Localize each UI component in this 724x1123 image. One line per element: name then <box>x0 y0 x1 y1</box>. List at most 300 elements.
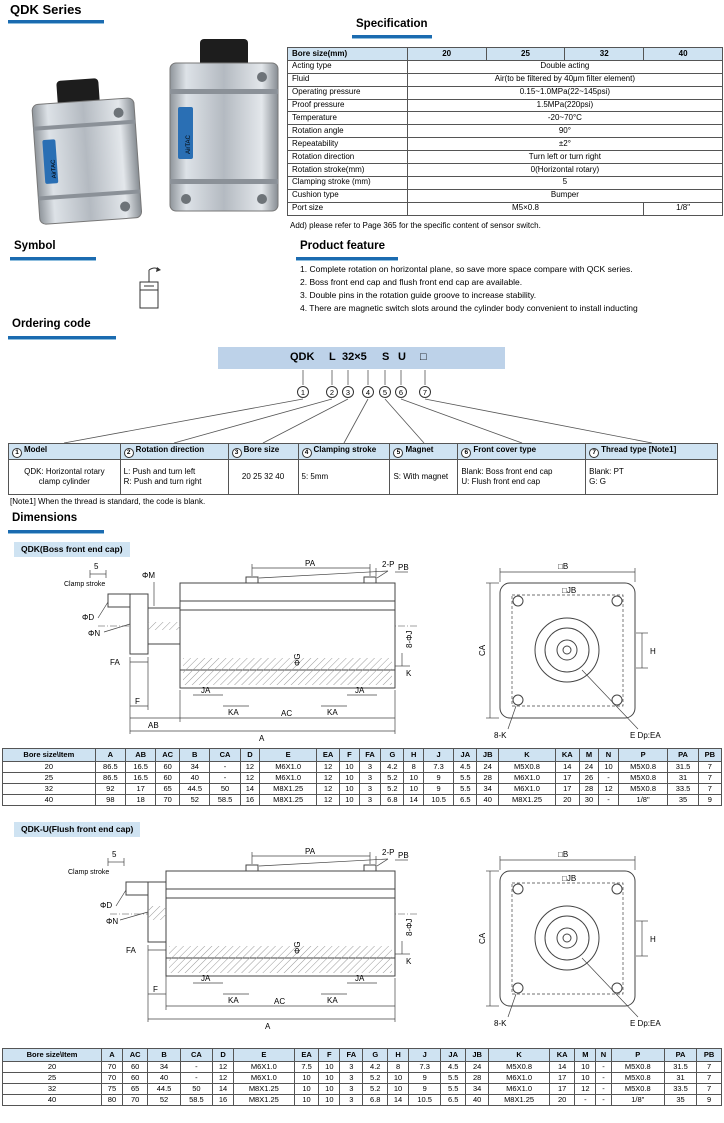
ordering-cell-thread <box>586 460 718 495</box>
header-label: Magnet <box>405 445 434 454</box>
dim-label-ja-right: JA <box>355 974 365 983</box>
table-cell: 7.3 <box>408 1062 440 1073</box>
title-underline <box>8 20 104 23</box>
table-cell: 34 <box>466 1084 489 1095</box>
spec-label: Proof pressure <box>288 99 408 112</box>
table-cell: - <box>210 762 240 773</box>
cell-line: Blank: PT <box>589 467 624 477</box>
spec-value: 1.5MPa(220psi) <box>407 99 722 112</box>
column-header: PB <box>698 749 721 762</box>
table-cell: 12 <box>213 1073 234 1084</box>
column-header: Bore size\Item <box>3 1049 102 1062</box>
table-cell: 10 <box>340 795 360 806</box>
dim-label-ka-right: KA <box>327 708 338 717</box>
table-cell: M5X0.8 <box>489 1062 550 1073</box>
table-cell: 10 <box>319 1084 340 1095</box>
header-label: Model <box>24 445 48 454</box>
brand-sticker-right: AirTAC <box>186 135 192 154</box>
spec-row-port-size <box>288 202 723 215</box>
ordering-cell-cover <box>458 460 586 495</box>
specification-heading: Specification <box>356 18 428 30</box>
spec-row <box>288 138 723 151</box>
column-header: N <box>596 1049 611 1062</box>
column-header: 32 <box>565 48 644 61</box>
dim-label-clamp-stroke: Clamp stroke <box>64 581 106 588</box>
table-cell: 14 <box>555 762 579 773</box>
table-cell: 6.5 <box>441 1095 466 1106</box>
code-circle-7: 7 <box>419 386 431 398</box>
table-cell: 3 <box>359 795 381 806</box>
table-cell: 9 <box>408 1084 440 1095</box>
column-header <box>120 444 228 460</box>
table-cell: 10 <box>340 773 360 784</box>
table-cell: 4.2 <box>363 1062 388 1073</box>
table-cell: 98 <box>95 795 125 806</box>
boss-caption: QDK(Boss front end cap) <box>14 542 130 557</box>
ordering-connector-lines <box>0 369 724 444</box>
column-header: AC <box>122 1049 147 1062</box>
column-header: H <box>388 1049 409 1062</box>
column-header <box>586 444 718 460</box>
table-cell: 65 <box>122 1084 147 1095</box>
column-header: F <box>340 749 360 762</box>
table-cell: M6X1.0 <box>499 784 556 795</box>
code-circle-2: 2 <box>326 386 338 398</box>
column-header: EA <box>317 749 340 762</box>
table-cell: 10.5 <box>423 795 453 806</box>
table-cell: 14 <box>388 1095 409 1106</box>
spec-value: 90° <box>407 125 722 138</box>
table-cell: 4.5 <box>454 762 477 773</box>
spec-header-row <box>288 48 723 61</box>
ordering-cell-stroke <box>298 460 390 495</box>
boss-end-view <box>478 562 661 740</box>
column-header: 20 <box>407 48 486 61</box>
table-cell: 25 <box>3 773 96 784</box>
table-row <box>3 762 722 773</box>
column-header: PA <box>668 749 698 762</box>
column-header: KA <box>555 749 579 762</box>
table-cell: 75 <box>102 1084 123 1095</box>
cell-line: QDK: Horizontal rotary <box>24 467 105 477</box>
dim-label-square-jb: □JB <box>562 874 577 883</box>
table-cell: 6.8 <box>363 1095 388 1106</box>
table-cell: 40 <box>3 795 96 806</box>
spec-value: ±2° <box>407 138 722 151</box>
table-cell: 40 <box>477 795 499 806</box>
column-header: D <box>240 749 260 762</box>
table-row <box>3 1084 722 1095</box>
ordering-cell-magnet <box>390 460 458 495</box>
table-cell: M8X1.25 <box>499 795 556 806</box>
ordering-cell-rotation <box>120 460 228 495</box>
table-cell: 31 <box>664 1073 696 1084</box>
table-cell: 7.3 <box>423 762 453 773</box>
table-cell: 12 <box>240 762 260 773</box>
table-cell: 60 <box>122 1062 147 1073</box>
dim-header-row <box>3 749 722 762</box>
header-circle: 6 <box>461 448 471 458</box>
table-cell: 24 <box>477 762 499 773</box>
column-header: E <box>233 1049 294 1062</box>
dim-label-pb: PB <box>398 851 409 860</box>
column-header: P <box>611 1049 664 1062</box>
dim-label-8phij: 8-ΦJ <box>405 918 414 936</box>
table-cell: 17 <box>549 1084 574 1095</box>
column-header: Bore size\Item <box>3 749 96 762</box>
dim-label-ca: CA <box>478 644 487 656</box>
spec-row <box>288 151 723 164</box>
table-cell: M6X1.0 <box>233 1073 294 1084</box>
table-row <box>3 1062 722 1073</box>
table-cell: 16.5 <box>125 773 155 784</box>
table-cell: 86.5 <box>95 762 125 773</box>
table-cell: 25 <box>3 1073 102 1084</box>
table-cell: 60 <box>156 773 180 784</box>
feature-item: 4. There are magnetic switch slots around the cylinder body convenient to install inducting <box>300 303 638 313</box>
column-header <box>9 444 121 460</box>
dim-label-ac: AC <box>281 709 293 718</box>
table-row <box>3 795 722 806</box>
dim-label-square-b: □B <box>558 850 569 859</box>
dim-label-pa: PA <box>305 559 316 568</box>
table-cell: - <box>180 1073 212 1084</box>
table-cell: 20 <box>3 762 96 773</box>
table-cell: 12 <box>317 795 340 806</box>
table-cell: 40 <box>466 1095 489 1106</box>
table-cell: M5X0.8 <box>618 784 668 795</box>
table-row <box>3 1073 722 1084</box>
spec-row <box>288 112 723 125</box>
spec-row <box>288 189 723 202</box>
table-cell: - <box>599 795 619 806</box>
table-cell: 14 <box>549 1062 574 1073</box>
dim-label-phi-g: ΦG <box>293 653 302 666</box>
table-cell: 5.5 <box>441 1073 466 1084</box>
dim-label-ka-left: KA <box>228 996 239 1005</box>
table-cell: 12 <box>599 784 619 795</box>
spec-value: 1/8" <box>644 202 723 215</box>
table-cell: M6X1.0 <box>233 1062 294 1073</box>
table-cell: 70 <box>156 795 180 806</box>
dim-label-h: H <box>650 647 656 656</box>
table-cell: M8X1.25 <box>260 784 317 795</box>
specification-table <box>287 47 723 216</box>
dim-label-clamp5: 5 <box>94 562 99 571</box>
table-cell: 3 <box>359 784 381 795</box>
column-header: AB <box>125 749 155 762</box>
spec-row <box>288 73 723 86</box>
dim-label-phi-g: ΦG <box>293 941 302 954</box>
spec-value: M5×0.8 <box>407 202 643 215</box>
spec-value: Double acting <box>407 60 722 73</box>
column-header: K <box>499 749 556 762</box>
dim-label-k: K <box>406 669 412 678</box>
table-cell: 18 <box>125 795 155 806</box>
column-header: N <box>599 749 619 762</box>
table-cell: - <box>180 1062 212 1073</box>
column-header: M <box>575 1049 596 1062</box>
table-cell: 3 <box>359 762 381 773</box>
brand-sticker-left: AirTAC <box>50 159 58 179</box>
column-header: PB <box>697 1049 722 1062</box>
spec-label: Temperature <box>288 112 408 125</box>
table-cell: 35 <box>664 1095 696 1106</box>
spec-label: Fluid <box>288 73 408 86</box>
header-circle: 5 <box>393 448 403 458</box>
table-cell: 14 <box>213 1084 234 1095</box>
dim-label-phi-d: ΦD <box>100 901 113 910</box>
table-cell: 16.5 <box>125 762 155 773</box>
column-header: FA <box>359 749 381 762</box>
dim-label-phi-m: ΦM <box>142 571 156 580</box>
table-cell: 10 <box>294 1084 319 1095</box>
table-cell: 9 <box>697 1095 722 1106</box>
table-cell: 30 <box>579 795 599 806</box>
column-header <box>390 444 458 460</box>
table-cell: - <box>596 1062 611 1073</box>
cell-line: G: G <box>589 477 607 487</box>
ordering-cell-bore <box>228 460 298 495</box>
flush-caption: QDK-U(Flush front end cap) <box>14 822 140 837</box>
table-cell: 50 <box>210 784 240 795</box>
column-header: KA <box>549 1049 574 1062</box>
dim-label-clamp5: 5 <box>112 850 117 859</box>
column-header: JB <box>477 749 499 762</box>
spec-label: Rotation direction <box>288 151 408 164</box>
table-cell: 7 <box>698 773 721 784</box>
table-cell: 7 <box>698 784 721 795</box>
spec-value: 0(Horizontal rotary) <box>407 164 722 177</box>
table-cell: - <box>575 1095 596 1106</box>
column-header: 40 <box>644 48 723 61</box>
cell-line: clamp cylinder <box>38 477 90 487</box>
spec-label: Clamping stroke (mm) <box>288 176 408 189</box>
table-cell: 12 <box>317 784 340 795</box>
table-cell: 65 <box>156 784 180 795</box>
feature-item: 2. Boss front end cap and flush front end cap are available. <box>300 277 523 287</box>
table-cell: 4.2 <box>381 762 404 773</box>
table-cell: 12 <box>240 773 260 784</box>
table-cell: 8 <box>388 1062 409 1073</box>
spec-value: -20~70°C <box>407 112 722 125</box>
table-cell: 7.5 <box>294 1062 319 1073</box>
table-cell: M8X1.25 <box>489 1095 550 1106</box>
table-cell: - <box>599 773 619 784</box>
code-part-magnet: S <box>382 351 390 363</box>
ordering-body-row <box>9 460 718 495</box>
table-cell: 1/8" <box>611 1095 664 1106</box>
table-cell: 17 <box>125 784 155 795</box>
table-cell: M6X1.0 <box>489 1073 550 1084</box>
table-cell: M8X1.25 <box>260 795 317 806</box>
ordering-code-heading: Ordering code <box>12 318 91 330</box>
table-cell: 14 <box>240 784 260 795</box>
table-cell: 9 <box>423 784 453 795</box>
dim-label-phi-d: ΦD <box>82 613 95 622</box>
table-cell: 70 <box>122 1095 147 1106</box>
dim-label-h: H <box>650 935 656 944</box>
column-header: B <box>148 1049 180 1062</box>
spec-row <box>288 164 723 177</box>
header-label: Rotation direction <box>135 445 205 454</box>
table-cell: 70 <box>102 1062 123 1073</box>
table-cell: 8 <box>404 762 424 773</box>
table-cell: 52 <box>148 1095 180 1106</box>
table-cell: 5.2 <box>363 1084 388 1095</box>
ordering-header-row <box>9 444 718 460</box>
cell-line: Blank: Boss front end cap <box>461 467 553 477</box>
table-cell: 7 <box>697 1073 722 1084</box>
table-row <box>3 773 722 784</box>
table-cell: 10 <box>599 762 619 773</box>
spec-note: Add) please refer to Page 365 for the specific content of sensor switch. <box>290 221 541 230</box>
table-cell: 10 <box>319 1095 340 1106</box>
column-header: A <box>102 1049 123 1062</box>
table-cell: 10 <box>319 1062 340 1073</box>
column-header: G <box>381 749 404 762</box>
header-circle: 3 <box>232 448 242 458</box>
table-cell: 5.5 <box>441 1084 466 1095</box>
cell-line: R: Push and turn right <box>123 477 202 487</box>
dim-label-fa: FA <box>126 946 136 955</box>
feature-list <box>300 263 724 315</box>
column-header: A <box>95 749 125 762</box>
table-cell: 52 <box>180 795 210 806</box>
header-circle: 1 <box>12 448 22 458</box>
column-header <box>228 444 298 460</box>
spec-row <box>288 125 723 138</box>
table-cell: 92 <box>95 784 125 795</box>
table-cell: 31 <box>668 773 698 784</box>
column-header: D <box>213 1049 234 1062</box>
table-cell: 10.5 <box>408 1095 440 1106</box>
table-cell: 3 <box>340 1073 363 1084</box>
spec-row <box>288 86 723 99</box>
dim-header-row <box>3 1049 722 1062</box>
table-cell: 5.5 <box>454 784 477 795</box>
cell-line: L: Push and turn left <box>123 467 196 477</box>
column-header: B <box>180 749 210 762</box>
column-header: PA <box>664 1049 696 1062</box>
table-cell: 16 <box>240 795 260 806</box>
table-cell: 6.8 <box>381 795 404 806</box>
column-header: EA <box>294 1049 319 1062</box>
table-cell: 14 <box>404 795 424 806</box>
table-cell: M5X0.8 <box>618 773 668 784</box>
table-row <box>3 1095 722 1106</box>
column-header: H <box>404 749 424 762</box>
code-circle-3: 3 <box>342 386 354 398</box>
column-header: E <box>260 749 317 762</box>
column-header: P <box>618 749 668 762</box>
table-cell: 20 <box>549 1095 574 1106</box>
column-header: K <box>489 1049 550 1062</box>
table-cell: 3 <box>340 1095 363 1106</box>
table-cell: 3 <box>340 1084 363 1095</box>
product-feature-underline <box>296 257 398 260</box>
table-cell: 7 <box>697 1084 722 1095</box>
flush-end-view <box>478 850 661 1028</box>
table-cell: 10 <box>404 784 424 795</box>
spec-label: Operating pressure <box>288 86 408 99</box>
spec-value: Bumper <box>407 189 722 202</box>
spec-value: 0.15~1.0MPa(22~145psi) <box>407 86 722 99</box>
product-feature-heading: Product feature <box>300 240 385 252</box>
code-part-cover: U <box>398 351 406 363</box>
table-cell: 12 <box>317 762 340 773</box>
dim-label-square-jb: □JB <box>562 586 577 595</box>
spec-value: Air(to be filtered by 40μm filter element) <box>407 73 722 86</box>
dim-label-2p: 2-P <box>382 848 395 857</box>
table-cell: 33.5 <box>664 1084 696 1095</box>
spec-row <box>288 99 723 112</box>
table-cell: M6X1.0 <box>489 1084 550 1095</box>
dim-label-ja-left: JA <box>201 974 211 983</box>
table-cell: 1/8" <box>618 795 668 806</box>
column-header: JB <box>466 1049 489 1062</box>
table-cell: 24 <box>579 762 599 773</box>
header-label: Clamping stroke <box>313 445 377 454</box>
table-cell: 7 <box>698 762 721 773</box>
spec-label: Port size <box>288 202 408 215</box>
table-cell: 31.5 <box>664 1062 696 1073</box>
spec-label: Rotation angle <box>288 125 408 138</box>
dim-label-phi-n: ΦN <box>88 629 101 638</box>
table-cell: 16 <box>213 1095 234 1106</box>
spec-label: Cushion type <box>288 189 408 202</box>
column-header: J <box>408 1049 440 1062</box>
table-cell: M5X0.8 <box>618 762 668 773</box>
table-cell: 10 <box>319 1073 340 1084</box>
table-cell: 10 <box>294 1095 319 1106</box>
table-cell: - <box>596 1073 611 1084</box>
header-label: Bore size <box>243 445 280 454</box>
table-cell: 5.2 <box>363 1073 388 1084</box>
column-header: G <box>363 1049 388 1062</box>
dimensions-heading: Dimensions <box>12 512 78 524</box>
table-cell: 10 <box>340 784 360 795</box>
column-header: M <box>579 749 599 762</box>
code-part-rotation: L <box>329 351 336 363</box>
code-circle-5: 5 <box>379 386 391 398</box>
table-cell: 6.5 <box>454 795 477 806</box>
dim-label-e-dp: E Dp:EA <box>630 1019 661 1028</box>
code-circle-1: 1 <box>297 386 309 398</box>
dim-label-a: A <box>265 1022 271 1031</box>
table-cell: M6X1.0 <box>260 762 317 773</box>
spec-row <box>288 176 723 189</box>
table-cell: - <box>210 773 240 784</box>
table-cell: 10 <box>404 773 424 784</box>
dim-label-8k: 8-K <box>494 1019 507 1028</box>
dim-label-a: A <box>259 734 265 743</box>
table-cell: 44.5 <box>148 1084 180 1095</box>
boss-dimension-table <box>2 748 722 806</box>
table-cell: 17 <box>549 1073 574 1084</box>
table-cell: 34 <box>148 1062 180 1073</box>
dim-label-square-b: □B <box>558 562 569 571</box>
table-cell: 28 <box>466 1073 489 1084</box>
cell-line: U: Flush front end cap <box>461 477 541 487</box>
table-cell: M5X0.8 <box>499 762 556 773</box>
table-cell: 40 <box>180 773 210 784</box>
boss-dimension-drawing <box>50 558 724 746</box>
code-circle-6: 6 <box>395 386 407 398</box>
spec-label: Repeatability <box>288 138 408 151</box>
table-cell: 32 <box>3 1084 102 1095</box>
table-cell: 7 <box>697 1062 722 1073</box>
